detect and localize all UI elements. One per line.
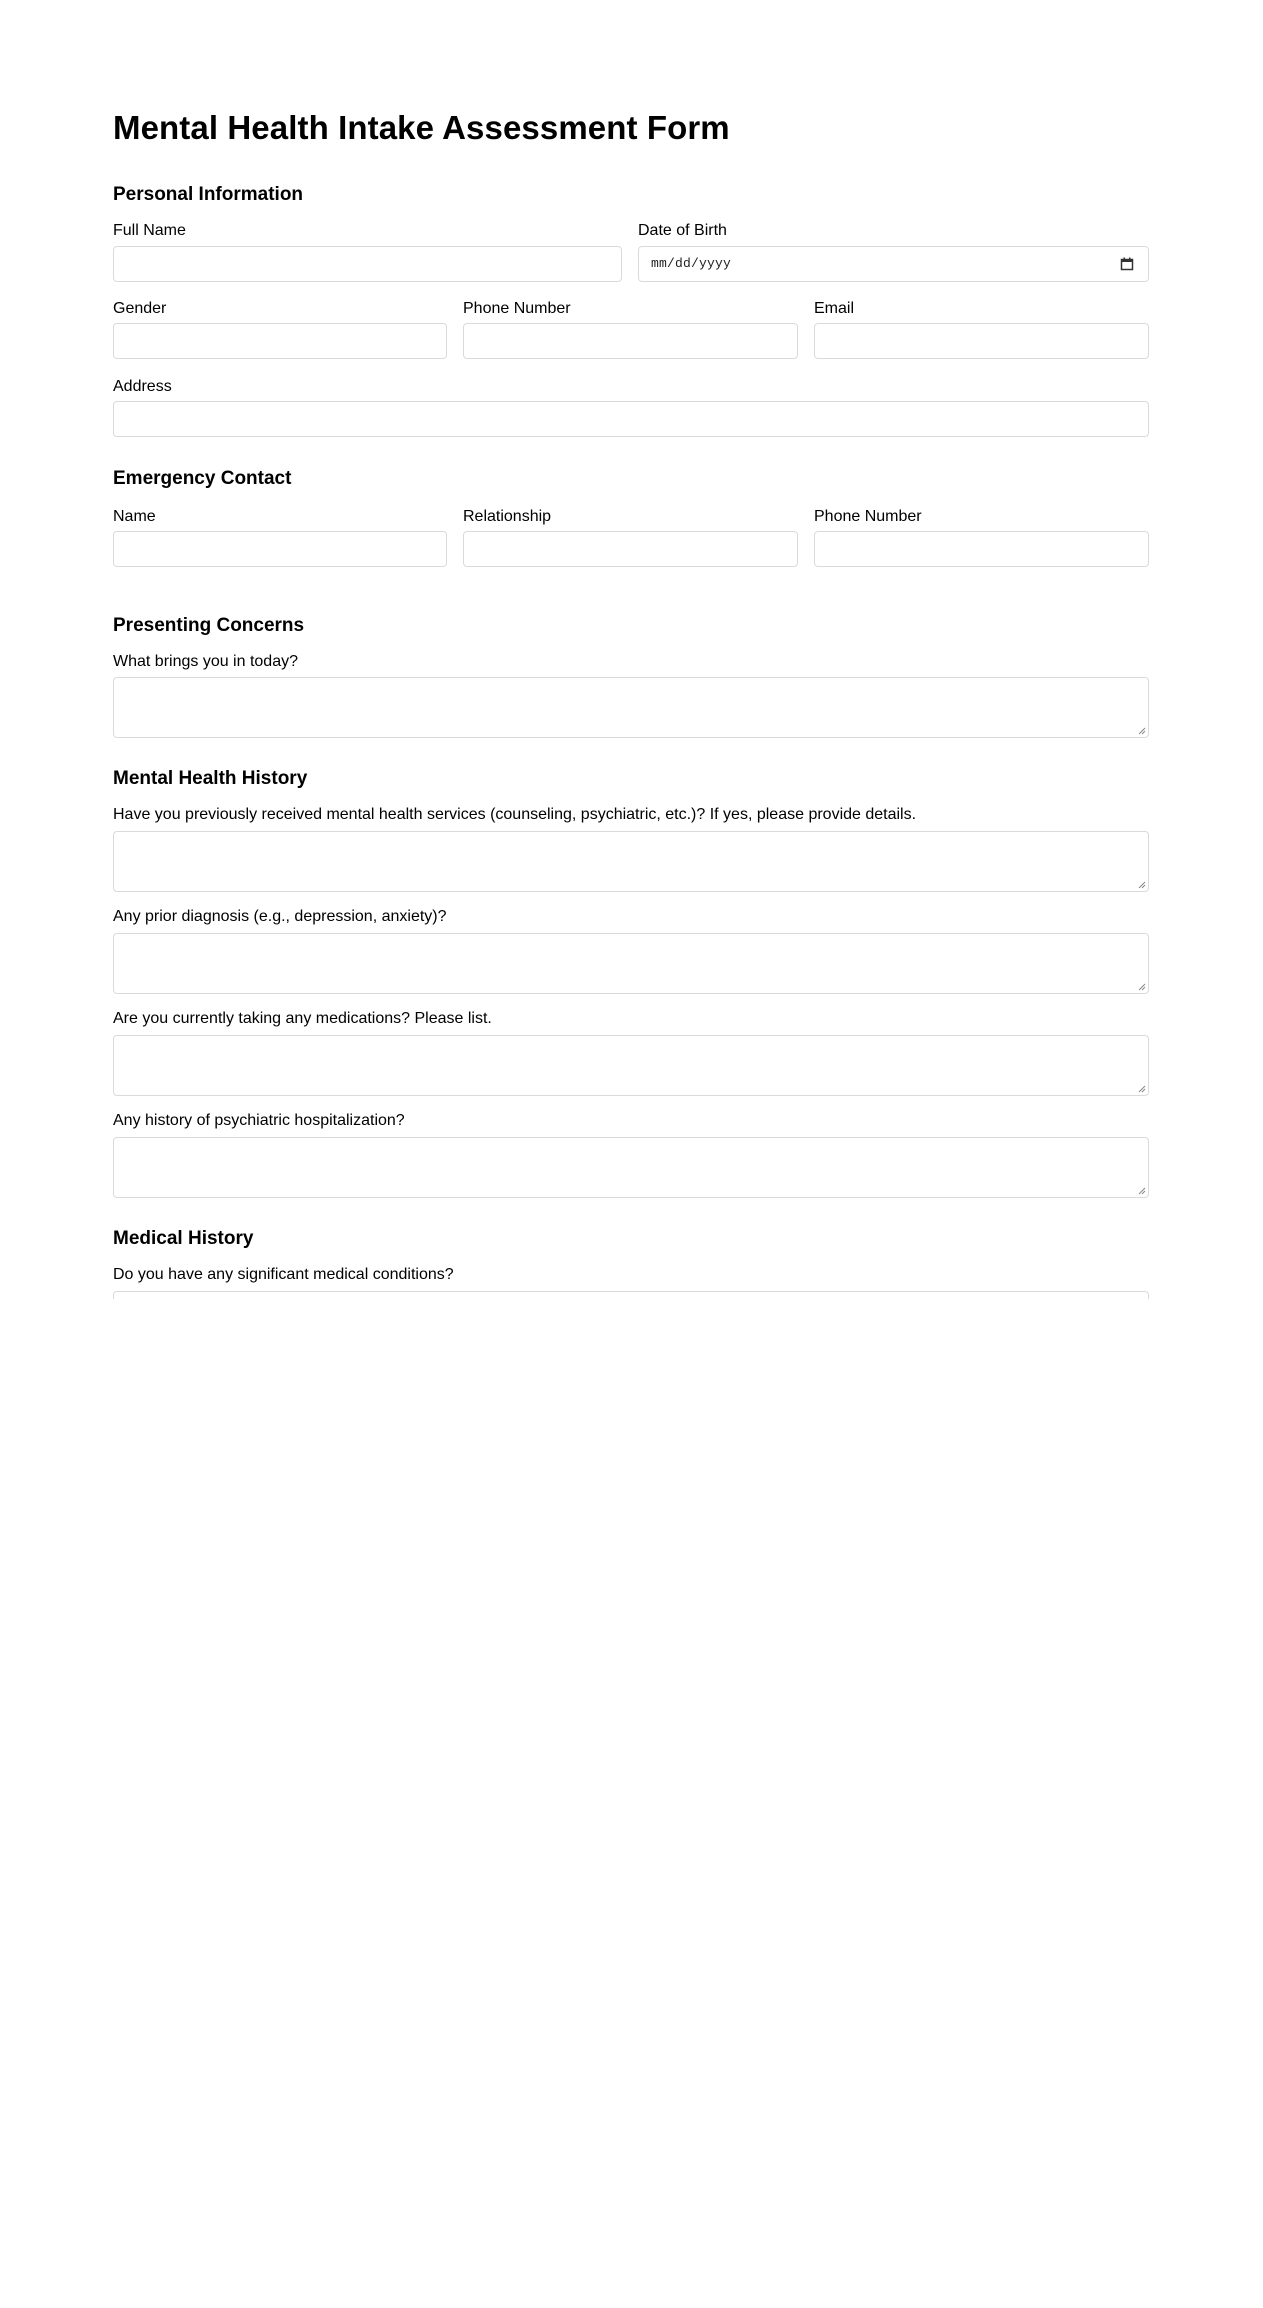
address-input[interactable] xyxy=(114,402,1148,436)
reason-textarea-wrapper[interactable] xyxy=(113,677,1149,738)
section-title-personal-information: Personal Information xyxy=(113,184,304,205)
email-label: Email xyxy=(814,300,855,317)
page-title: Mental Health Intake Assessment Form xyxy=(113,109,730,146)
previous-services-textarea-wrapper[interactable] xyxy=(113,831,1149,892)
section-title-presenting-concerns: Presenting Concerns xyxy=(113,615,305,636)
resize-grip-icon[interactable] xyxy=(1137,1186,1146,1195)
relationship-input[interactable] xyxy=(464,532,797,566)
emergency-name-input[interactable] xyxy=(114,532,446,566)
address-label: Address xyxy=(113,378,172,395)
medications-textarea[interactable] xyxy=(114,1036,1148,1095)
previous-services-label: Have you previously received mental health services (counseling, psychiatric, etc.)? If yes, please provide details. xyxy=(113,806,917,823)
prior-diagnosis-textarea-wrapper[interactable] xyxy=(113,933,1149,994)
resize-grip-icon[interactable] xyxy=(1137,880,1146,889)
email-field[interactable] xyxy=(814,323,1149,359)
medical-conditions-textarea[interactable] xyxy=(114,1292,1148,1299)
phone-number-label: Phone Number xyxy=(463,300,571,317)
reason-textarea[interactable] xyxy=(114,678,1148,737)
resize-grip-icon[interactable] xyxy=(1137,726,1146,735)
gender-field[interactable] xyxy=(113,323,447,359)
medications-label: Are you currently taking any medications? Please list. xyxy=(113,1010,492,1027)
address-field[interactable] xyxy=(113,401,1149,437)
emergency-phone-input[interactable] xyxy=(815,532,1148,566)
relationship-label: Relationship xyxy=(463,508,552,525)
calendar-icon[interactable] xyxy=(1120,257,1134,271)
date-of-birth-label: Date of Birth xyxy=(638,222,727,239)
hospitalization-label: Any history of psychiatric hospitalization? xyxy=(113,1112,405,1129)
emergency-name-label: Name xyxy=(113,508,156,525)
phone-number-field[interactable] xyxy=(463,323,798,359)
prior-diagnosis-textarea[interactable] xyxy=(114,934,1148,993)
full-name-label: Full Name xyxy=(113,222,186,239)
intake-form xyxy=(113,0,1149,1299)
emergency-phone-label: Phone Number xyxy=(814,508,922,525)
medications-textarea-wrapper[interactable] xyxy=(113,1035,1149,1096)
previous-services-textarea[interactable] xyxy=(114,832,1148,891)
emergency-phone-field[interactable] xyxy=(814,531,1149,567)
resize-grip-icon[interactable] xyxy=(1137,1084,1146,1093)
hospitalization-textarea[interactable] xyxy=(114,1138,1148,1197)
gender-input[interactable] xyxy=(114,324,446,358)
relationship-field[interactable] xyxy=(463,531,798,567)
gender-label: Gender xyxy=(113,300,167,317)
resize-grip-icon[interactable] xyxy=(1137,982,1146,991)
date-of-birth-placeholder: mm/dd/yyyy xyxy=(651,256,732,271)
section-title-mental-health-history: Mental Health History xyxy=(113,768,308,789)
email-input[interactable] xyxy=(815,324,1148,358)
reason-label: What brings you in today? xyxy=(113,653,298,670)
medical-conditions-label: Do you have any significant medical conditions? xyxy=(113,1266,454,1283)
phone-number-input[interactable] xyxy=(464,324,797,358)
emergency-name-field[interactable] xyxy=(113,531,447,567)
full-name-field[interactable] xyxy=(113,246,622,282)
hospitalization-textarea-wrapper[interactable] xyxy=(113,1137,1149,1198)
full-name-input[interactable] xyxy=(114,247,621,281)
date-of-birth-field[interactable] xyxy=(638,246,1149,282)
medical-conditions-textarea-wrapper[interactable] xyxy=(113,1291,1149,1299)
section-title-emergency-contact: Emergency Contact xyxy=(113,468,292,489)
prior-diagnosis-label: Any prior diagnosis (e.g., depression, anxiety)? xyxy=(113,908,447,925)
section-title-medical-history: Medical History xyxy=(113,1228,254,1249)
